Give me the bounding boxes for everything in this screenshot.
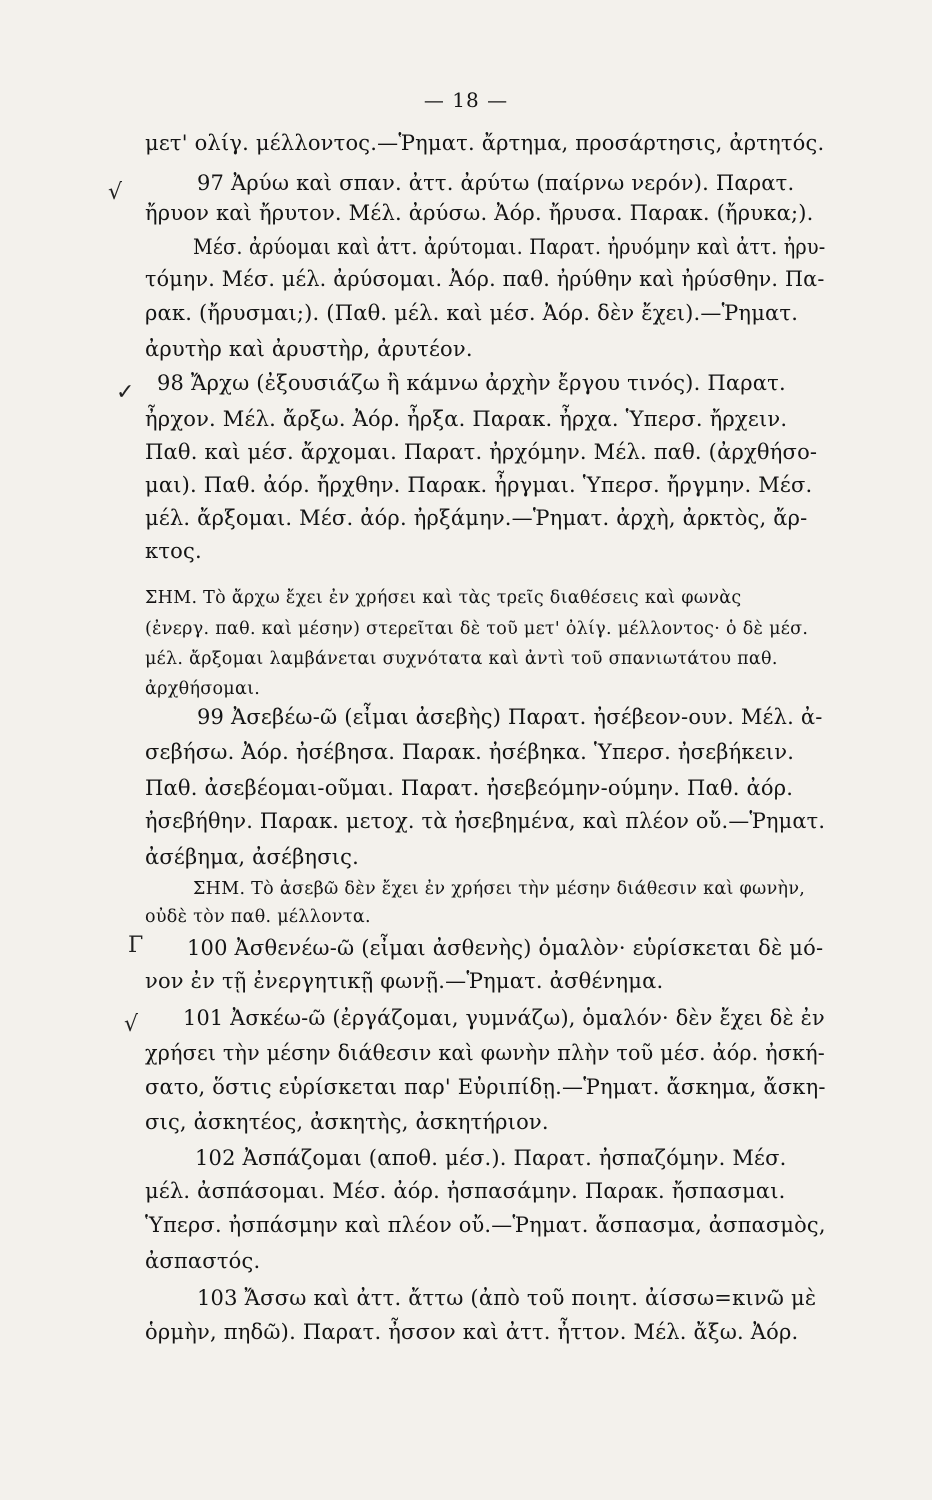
entry-97-line: 97 Ἀρύω καὶ σπαν. ἀττ. ἀρύτω (παίρνω νερόν). Παρατ.: [197, 171, 795, 195]
note-line: ἀρχθήσομαι.: [145, 679, 261, 699]
text-line: Παθ. ἀσεβέομαι-οῦμαι. Παρατ. ἠσεβεόμην-ούμην. Παθ. ἀόρ.: [145, 776, 794, 800]
text-line: ἠσεβήθην. Παρακ. μετοχ. τὰ ἠσεβημένα, καὶ πλέον οὔ.—Ῥηματ.: [145, 809, 826, 833]
note-line: μέλ. ἄρξομαι λαμβάνεται συχνότατα καὶ ἀντὶ τοῦ σπανιωτάτου παθ.: [145, 649, 778, 669]
text-line: μετ' ολίγ. μέλλοντος.—Ῥηματ. ἄρτημα, προσάρτησις, ἀρτητός.: [145, 131, 825, 155]
text-line: Παθ. καὶ μέσ. ἄρχομαι. Παρατ. ἠρχόμην. Μέλ. παθ. (ἀρχθήσο-: [145, 440, 818, 464]
text-line: ἦρχον. Μέλ. ἄρξω. Ἀόρ. ἦρξα. Παρακ. ἦρχα. Ὑπερσ. ἤρχειν.: [145, 407, 788, 431]
note-line: ΣΗΜ. Τὸ ἀσεβῶ δὲν ἔχει ἐν χρήσει τὴν μέσην διάθεσιν καὶ φωνὴν,: [193, 879, 806, 899]
text-line: ὁρμὴν, πηδῶ). Παρατ. ἦσσον καὶ ἀττ. ἦττον. Μέλ. ἄξω. Ἀόρ.: [145, 1320, 799, 1344]
entry-101-line: 101 Ἀσκέω-ῶ (ἐργάζομαι, γυμνάζω), ὁμαλόν· δὲν ἔχει δὲ ἐν: [183, 1006, 825, 1030]
text-line: ἀσέβημα, ἀσέβησις.: [145, 845, 360, 869]
text-line: χρήσει τὴν μέσην διάθεσιν καὶ φωνὴν πλὴν τοῦ μέσ. ἀόρ. ἠσκή-: [145, 1041, 825, 1065]
text-line: ἀρυτὴρ καὶ ἀρυστὴρ, ἀρυτέον.: [145, 337, 473, 361]
text-line: ἀσπαστός.: [145, 1249, 261, 1273]
entry-102-line: 102 Ἀσπάζομαι (αποθ. μέσ.). Παρατ. ἠσπαζόμην. Μέσ.: [195, 1146, 787, 1170]
margin-mark: ✓: [116, 380, 135, 405]
text-line: μέλ. ἄρξομαι. Μέσ. ἀόρ. ἠρξάμην.—Ῥηματ. ἀρχὴ, ἀρκτὸς, ἄρ-: [145, 506, 808, 530]
text-line: ρακ. (ἤρυσμαι;). (Παθ. μέλ. καὶ μέσ. Ἀόρ. δὲν ἔχει).—Ῥηματ.: [145, 301, 799, 325]
text-line: κτος.: [145, 539, 202, 563]
text-line: σις, ἀσκητέος, ἀσκητὴς, ἀσκητήριον.: [145, 1110, 549, 1134]
entry-98-line: 98 Ἄρχω (ἐξουσιάζω ἢ κάμνω ἀρχὴν ἔργου τινός). Παρατ.: [157, 371, 786, 395]
text-line: σατο, ὅστις εὑρίσκεται παρ' Εὐριπίδῃ.—Ῥηματ. ἄσκημα, ἄσκη-: [145, 1075, 826, 1099]
text-line: νον ἐν τῇ ἐνεργητικῇ φωνῇ.—Ῥηματ. ἀσθένημα.: [145, 969, 664, 993]
entry-103-line: 103 Ἄσσω καὶ ἀττ. ἄττω (ἀπὸ τοῦ ποιητ. ἀίσσω=κινῶ μὲ: [197, 1286, 817, 1310]
text-line: ἤρυον καὶ ἤρυτον. Μέλ. ἀρύσω. Ἀόρ. ἤρυσα. Παρακ. (ἤρυκα;).: [145, 201, 814, 225]
note-line: οὐδὲ τὸν παθ. μέλλοντα.: [145, 907, 371, 927]
text-line: σεβήσω. Ἀόρ. ἠσέβησα. Παρακ. ἠσέβηκα. Ὑπερσ. ἠσεβήκειν.: [145, 740, 795, 764]
text-line: τόμην. Μέσ. μέλ. ἀρύσομαι. Ἀόρ. παθ. ἠρύθην καὶ ἠρύσθην. Πα-: [145, 267, 825, 291]
margin-mark: Γ: [128, 933, 144, 958]
text-line: Μέσ. ἀρύομαι καὶ ἀττ. ἀρύτομαι. Παρατ. ἠρυόμην καὶ ἀττ. ἠρυ-: [193, 235, 826, 259]
margin-mark: √: [108, 180, 123, 205]
entry-100-line: 100 Ἀσθενέω-ῶ (εἶμαι ἀσθενὴς) ὁμαλὸν· εὑρίσκεται δὲ μό-: [187, 936, 824, 960]
page-number-header: — 18 —: [423, 88, 509, 112]
text-line: Ὑπερσ. ἠσπάσμην καὶ πλέον οὔ.—Ῥηματ. ἄσπασμα, ἀσπασμὸς,: [145, 1213, 826, 1237]
note-line: ΣΗΜ. Τὸ ἄρχω ἔχει ἐν χρήσει καὶ τὰς τρεῖς διαθέσεις καὶ φωνὰς: [145, 588, 742, 608]
note-line: (ἐνεργ. παθ. καὶ μέσην) στερεῖται δὲ τοῦ μετ' ὀλίγ. μέλλοντος· ὁ δὲ μέσ.: [145, 619, 809, 639]
margin-mark: √: [124, 1012, 139, 1037]
text-line: μαι). Παθ. ἀόρ. ἤρχθην. Παρακ. ἦργμαι. Ὑπερσ. ἤργμην. Μέσ.: [145, 473, 813, 497]
entry-99-line: 99 Ἀσεβέω-ῶ (εἶμαι ἀσεβὴς) Παρατ. ἠσέβεον-ουν. Μέλ. ἀ-: [197, 705, 823, 729]
text-line: μέλ. ἀσπάσομαι. Μέσ. ἀόρ. ἠσπασάμην. Παρακ. ἤσπασμαι.: [145, 1179, 786, 1203]
